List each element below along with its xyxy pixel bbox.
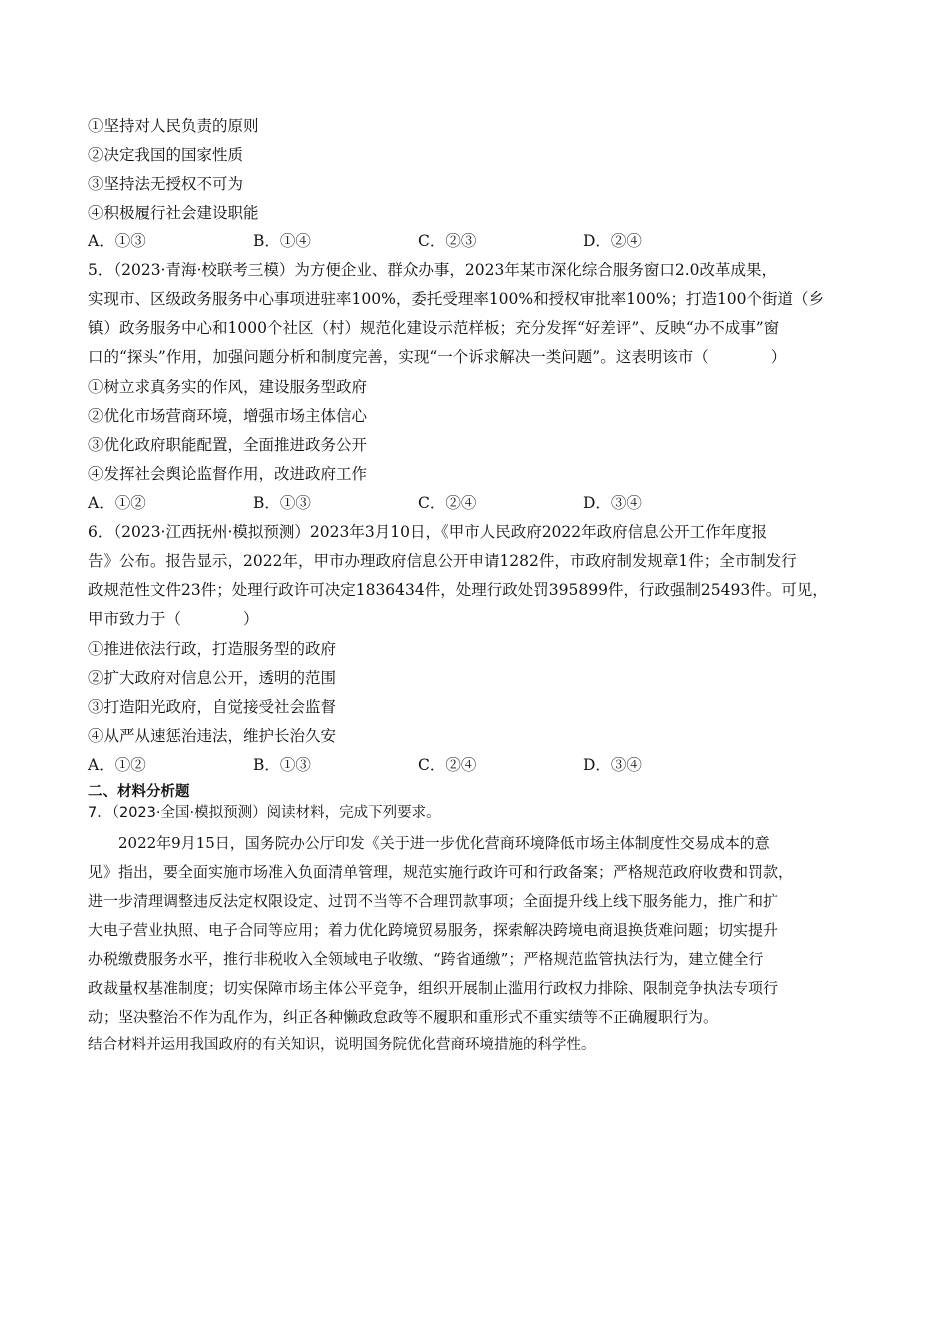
q4-option-c: C．②③ [418, 232, 477, 250]
q6-item-3: ③打造阳光政府，自觉接受社会监督 [88, 698, 337, 716]
q5-option-b: B．①③ [253, 494, 311, 512]
q5-stem-line-4: 口的“探头”作用，加强问题分析和制度完善，实现“一个诉求解决一类问题”。这表明该市（ ） [88, 348, 787, 366]
q6-stem-line-3: 政规范性文件23件；处理行政许可决定1836434件，处理行政处罚395899件，行政强制25493件。可见， [88, 581, 828, 599]
q6-item-4: ④从严从速惩治违法，维护长治久安 [88, 727, 337, 745]
q4-item-1: ①坚持对人民负责的原则 [88, 117, 259, 135]
q7-header: 7．（2023·全国·模拟预测）阅读材料，完成下列要求。 [88, 805, 441, 821]
q4-item-4: ④积极履行社会建设职能 [88, 204, 259, 222]
q5-item-3: ③优化政府职能配置，全面推进政务公开 [88, 436, 368, 454]
q5-option-a: A．①② [88, 494, 146, 512]
q5-stem-line-1: 5．（2023·青海·校联考三模）为方便企业、群众办事，2023年某市深化综合服务窗口2.0改革成果， [88, 261, 778, 279]
q7-material-line-2: 见》指出，要全面实施市场准入负面清单管理，规范实施行政许可和行政备案；严格规范政府收费和罚款， [88, 863, 794, 881]
q4-item-3: ③坚持法无授权不可为 [88, 175, 244, 193]
q6-option-b: B．①③ [253, 756, 311, 774]
q7-material-line-3: 进一步清理调整违反法定权限设定、过罚不当等不合理罚款事项；全面提升线上线下服务能力，推广和扩 [88, 892, 779, 910]
q6-option-c: C．②④ [418, 756, 477, 774]
q6-item-1: ①推进依法行政，打造服务型的政府 [88, 640, 337, 658]
q6-item-2: ②扩大政府对信息公开，透明的范围 [88, 669, 337, 687]
q7-question: 结合材料并运用我国政府的有关知识，说明国务院优化营商环境措施的科学性。 [88, 1037, 596, 1053]
q6-option-d: D．③④ [583, 756, 642, 774]
q7-material-line-6: 政裁量权基准制度；切实保障市场主体公平竞争，组织开展制止滥用行政权力排除、限制竞争执法专项行 [88, 979, 779, 997]
q6-stem-line-1: 6．（2023·江西抚州·模拟预测）2023年3月10日，《甲市人民政府2022年政府信息公开工作年度报 [88, 523, 768, 541]
q5-option-d: D．③④ [583, 494, 642, 512]
q5-item-1: ①树立求真务实的作风，建设服务型政府 [88, 378, 368, 396]
q5-item-2: ②优化市场营商环境，增强市场主体信心 [88, 407, 368, 425]
q4-item-2: ②决定我国的国家性质 [88, 146, 244, 164]
q5-item-4: ④发挥社会舆论监督作用，改进政府工作 [88, 465, 368, 483]
section-title: 二、材料分析题 [88, 784, 190, 800]
q6-option-a: A．①② [88, 756, 146, 774]
q5-stem-line-2: 实现市、区级政务服务中心事项进驻率100%，委托受理率100%和授权审批率100%；打造100个街道（乡 [88, 290, 825, 308]
q7-material-line-7: 动；坚决整治不作为乱作为，纠正各种懒政怠政等不履职和重形式不重实绩等不正确履职行为。 [88, 1008, 719, 1026]
q7-material-line-4: 大电子营业执照、电子合同等应用；着力优化跨境贸易服务，探索解决跨境电商退换货难问题；切实提升 [88, 921, 779, 939]
q5-option-c: C．②④ [418, 494, 477, 512]
q7-material-line-1: 2022年9月15日，国务院办公厅印发《关于进一步优化营商环境降低市场主体制度性交易成本的意 [88, 834, 770, 852]
q5-stem-line-3: 镇）政务服务中心和1000个社区（村）规范化建设示范样板；充分发挥“好差评”、反映“办不成事”窗 [88, 319, 780, 337]
q4-option-d: D．②④ [583, 232, 642, 250]
q7-material-line-5: 办税缴费服务水平，推行非税收入全领域电子收缴、“跨省通缴”；严格规范监管执法行为，建立健全行 [88, 950, 764, 968]
q4-option-a: A．①③ [88, 232, 146, 250]
q6-stem-line-2: 告》公布。报告显示，2022年，甲市办理政府信息公开申请1282件，市政府制发规章1件；全市制发行 [88, 552, 797, 570]
q6-stem-line-4: 甲市致力于（ ） [88, 610, 259, 628]
q4-option-b: B．①④ [253, 232, 311, 250]
